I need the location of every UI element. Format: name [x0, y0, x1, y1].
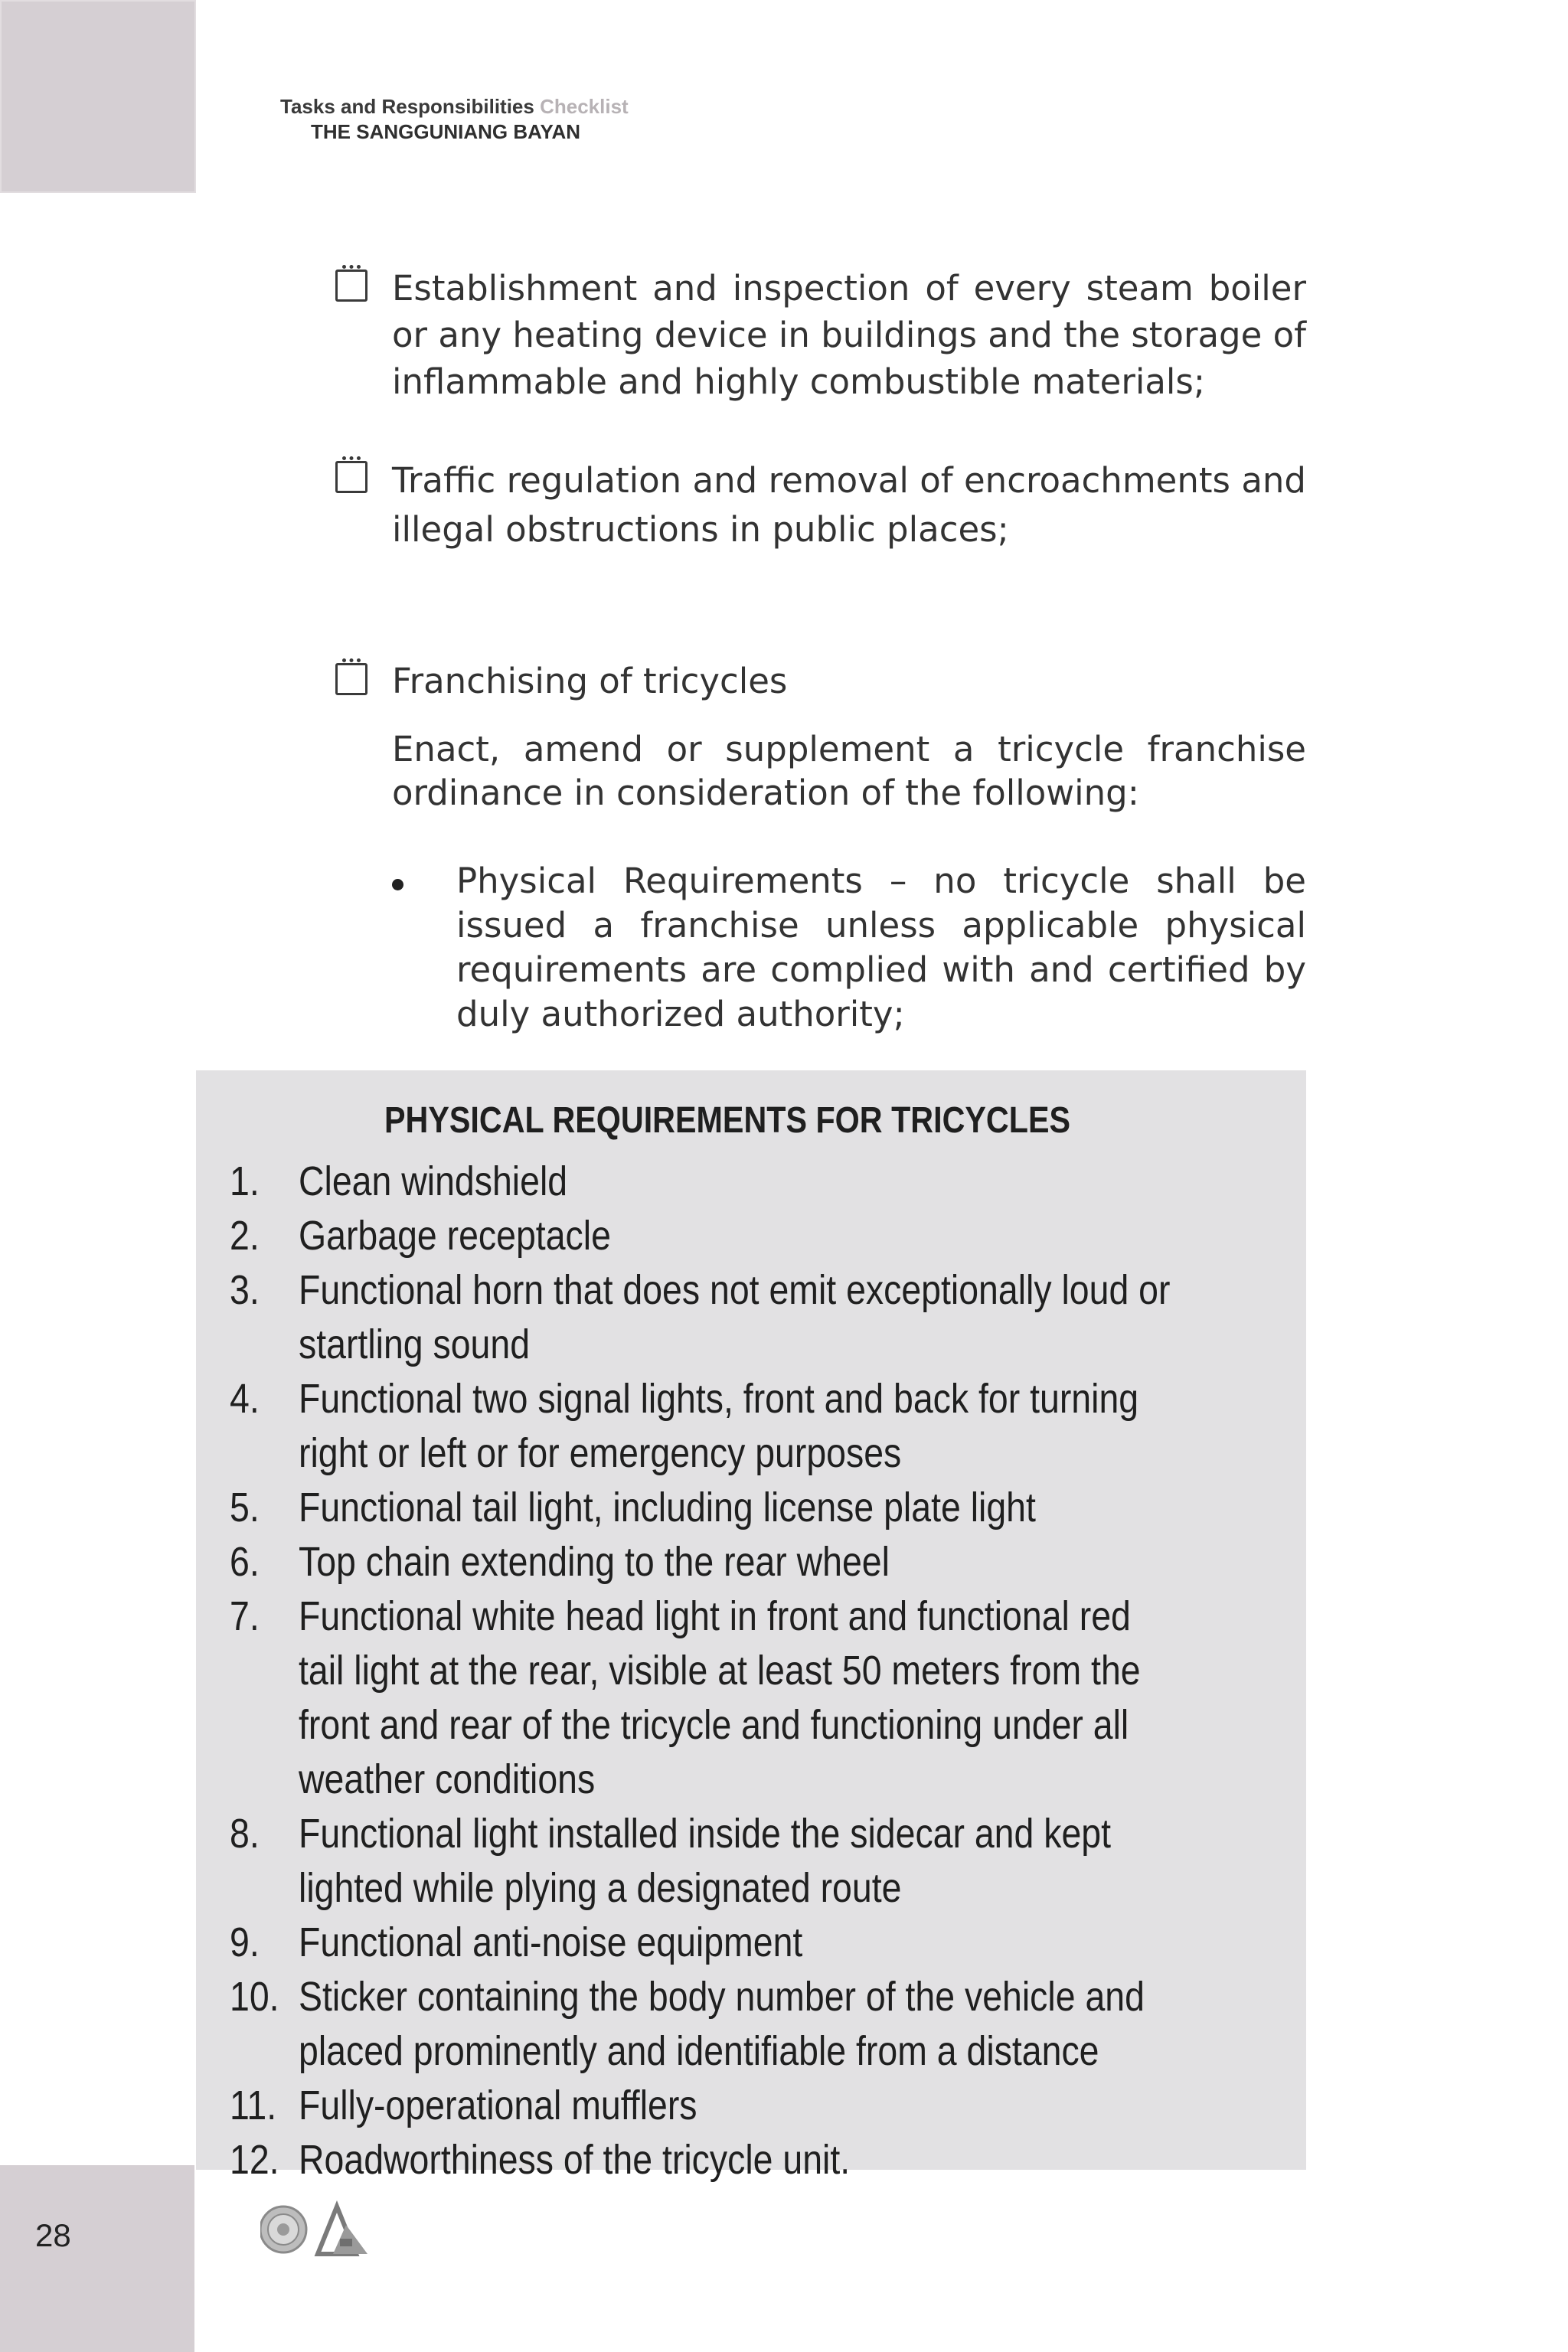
requirement-item [230, 1263, 1302, 1372]
requirement-item [230, 1970, 1302, 2079]
requirement-number: 10. [230, 1974, 279, 2020]
requirement-item [230, 1589, 1302, 1807]
checklist-item-text: Franchising of tricycles [392, 661, 788, 701]
requirement-text: Clean windshield [299, 1158, 568, 1204]
checklist-item-text: Traffic regulation and removal of encroachments and illegal obstructions in public places; [392, 460, 1306, 550]
requirement-text: Sticker containing the body number of the vehicle and placed prominently and identifiable from a distance [299, 1974, 1145, 2074]
requirement-item [230, 1372, 1302, 1481]
requirement-number: 9. [230, 1919, 260, 1965]
requirement-item [230, 1155, 1302, 1209]
corner-decoration-top [0, 0, 196, 193]
requirement-text: Fully-operational mufflers [299, 2082, 697, 2128]
requirement-text: Top chain extending to the rear wheel [299, 1539, 890, 1585]
requirement-number: 3. [230, 1267, 260, 1313]
requirement-text: Functional white head light in front and functional red tail light at the rear, visible at least 50 meters from the front and rear of the tricycle and functioning under all weather conditions [299, 1593, 1141, 1802]
checklist-item-text: Establishment and inspection of every steam boiler or any heating device in buildings and the storage of inflammable and highly combustible materials; [392, 268, 1306, 402]
footer-logos-graphic [260, 2199, 383, 2260]
header-subtitle: THE SANGGUNIANG BAYAN [311, 120, 581, 143]
requirement-number: 11. [230, 2082, 277, 2128]
agency-logo-icon [318, 2207, 368, 2254]
requirement-text: Functional anti-noise equipment [299, 1919, 803, 1965]
corner-decoration-bottom [0, 2165, 194, 2352]
checkbox-icon[interactable] [335, 270, 368, 302]
requirement-text: Functional horn that does not emit exceptionally loud or startling sound [299, 1267, 1171, 1367]
requirement-item [230, 1916, 1302, 1970]
bullet-paragraph: Physical Requirements – no tricycle shall be issued a franchise unless applicable physical requirements are complied with and certified by duly authorized authority; [456, 861, 1306, 1034]
requirement-text: Functional tail light, including license plate light [299, 1485, 1036, 1530]
seal-logo-icon [260, 2207, 306, 2252]
requirement-number: 6. [230, 1539, 260, 1585]
requirement-text: Functional two signal lights, front and back for turning right or left or for emergency purposes [299, 1376, 1139, 1476]
requirement-number: 1. [230, 1158, 260, 1204]
requirement-number: 8. [230, 1811, 260, 1857]
header-title-main: Tasks and Responsibilities [280, 95, 534, 118]
requirement-item [230, 1807, 1302, 1916]
footer-logos [260, 2199, 383, 2260]
requirement-number: 4. [230, 1376, 260, 1422]
page-number: 28 [35, 2217, 71, 2253]
requirement-text: Roadworthiness of the tricycle unit. [299, 2137, 851, 2183]
running-header [280, 95, 629, 144]
requirement-item [230, 2079, 1302, 2133]
header-title-line [280, 95, 629, 119]
requirement-item [230, 1535, 1302, 1589]
requirement-item [230, 1481, 1302, 1535]
checkbox-icon[interactable] [335, 663, 368, 695]
requirements-list [230, 1155, 1302, 2187]
requirement-number: 7. [230, 1593, 260, 1639]
header-title-accent: Checklist [540, 95, 629, 118]
requirement-text: Functional light installed inside the sidecar and kept lighted while plying a designated route [299, 1811, 1112, 1911]
requirements-title: PHYSICAL REQUIREMENTS FOR TRICYCLES [384, 1100, 1071, 1141]
franchise-intro-paragraph: Enact, amend or supplement a tricycle franchise ordinance in consideration of the following: [392, 729, 1306, 813]
requirement-text: Garbage receptacle [299, 1213, 611, 1259]
requirement-item [230, 2133, 1302, 2187]
bullet-icon [392, 879, 403, 890]
requirement-number: 12. [230, 2137, 279, 2183]
requirement-number: 5. [230, 1485, 260, 1530]
checkbox-icon[interactable] [335, 461, 368, 493]
requirement-number: 2. [230, 1213, 260, 1259]
requirement-item [230, 1209, 1302, 1263]
